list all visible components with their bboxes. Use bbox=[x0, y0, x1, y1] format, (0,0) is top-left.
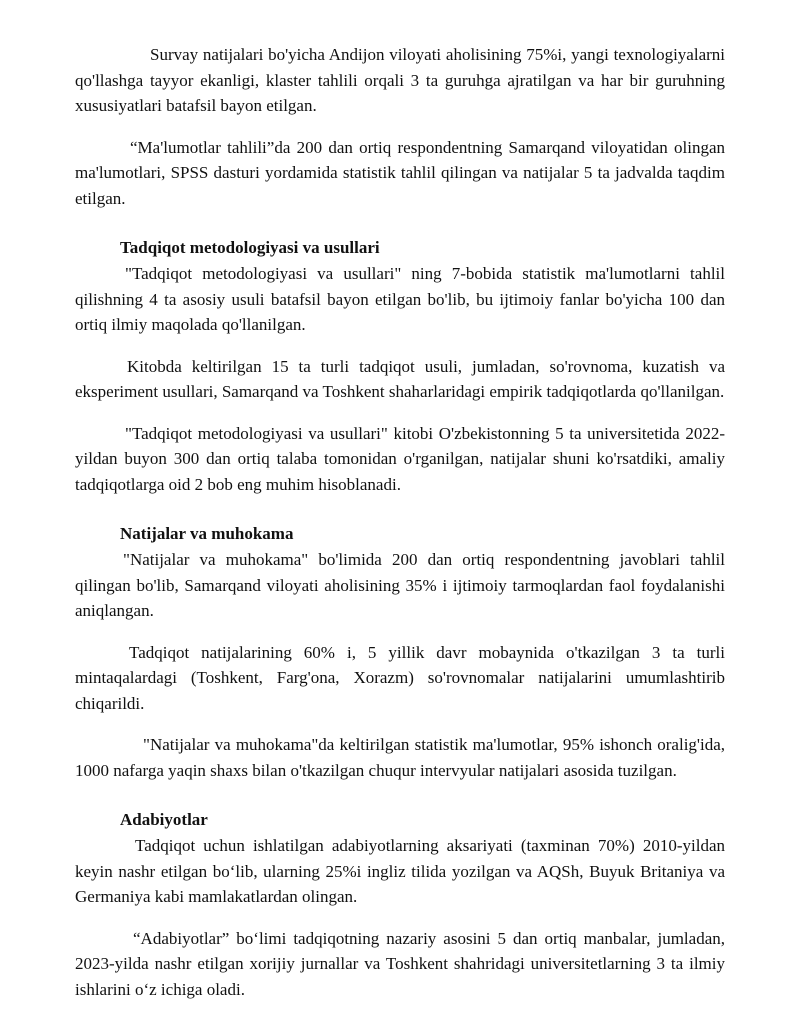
paragraph: "Natijalar va muhokama" bo'limida 200 dan ortiq respondentning javoblari tahlil qilingan bo'lib, Samarqand viloyati aholisining 35% i ijtimoiy tarmoqlardan faol foydalanishi aniqlangan. bbox=[75, 550, 725, 620]
document-page bbox=[75, 42, 725, 1018]
section-heading: Adabiyotlar bbox=[120, 810, 208, 829]
paragraph: Survay natijalari bo'yicha Andijon viloyati aholisining 75%i, yangi texnologiyalarni qo'llashga tayyor ekanligi, klaster tahlili orqali 3 ta guruhga ajratilgan va har bir guruhning xususiyatlari batafsil bayon etilgan. bbox=[75, 45, 725, 115]
paragraph: “Adabiyotlar” bo‘limi tadqiqotning nazariy asosini 5 dan ortiq manbalar, jumladan, 2023-yilda nashr etilgan xorijiy jurnallar va Toshkent shahridagi universitetlarning 3 ta ilmiy ishlarini o‘z ichiga oladi. bbox=[75, 928, 725, 999]
section-heading: Natijalar va muhokama bbox=[120, 524, 294, 543]
paragraph: Tadqiqot uchun ishlatilgan adabiyotlarning aksariyati (taxminan 70%) 2010-yildan keyin nashr etilgan bo‘lib, ularning 25%i ingliz tilida yozilgan va AQSh, Buyuk Britaniya va Germaniya kabi mamlakatlardan olingan. bbox=[75, 836, 725, 906]
section-heading: Tadqiqot metodologiyasi va usullari bbox=[120, 238, 380, 257]
paragraph: "Tadqiqot metodologiyasi va usullari" kitobi O'zbekistonning 5 ta universitetida 2022-yildan buyon 300 dan ortiq talaba tomonidan o'rganilgan, natijalar shuni ko'rsatdiki, amaliy tadqiqotlarga oid 2 bob eng muhim hisoblanadi. bbox=[75, 423, 725, 494]
paragraph: "Tadqiqot metodologiyasi va usullari" ning 7-bobida statistik ma'lumotlarni tahlil qilishning 4 ta asosiy usuli batafsil bayon etilgan bo'lib, bu ijtimoiy fanlar bo'yicha 100 dan ortiq ilmiy maqolada qo'llanilgan. bbox=[75, 264, 725, 334]
paragraph: "Natijalar va muhokama"da keltirilgan statistik ma'lumotlar, 95% ishonch oralig'ida, 1000 nafarga yaqin shaxs bilan o'tkazilgan chuqur intervyular natijalari asosida tuzilgan. bbox=[75, 735, 725, 780]
paragraph: Tadqiqot natijalarining 60% i, 5 yillik davr mobaynida o'tkazilgan 3 ta turli mintaqalardagi (Toshkent, Farg'ona, Xorazm) so'rovnomalar natijalarini umumlashtirib chiqarildi. bbox=[75, 642, 725, 713]
paragraph: Kitobda keltirilgan 15 ta turli tadqiqot usuli, jumladan, so'rovnoma, kuzatish va eksperiment usullari, Samarqand va Toshkent shaharlaridagi empirik tadqiqotlarda qo'llanilgan. bbox=[75, 356, 725, 401]
paragraph: “Ma'lumotlar tahlili”da 200 dan ortiq respondentning Samarqand viloyatidan olingan ma'lumotlari, SPSS dasturi yordamida statistik tahlil qilingan va natijalar 5 ta jadvalda taqdim etilgan. bbox=[75, 137, 725, 208]
